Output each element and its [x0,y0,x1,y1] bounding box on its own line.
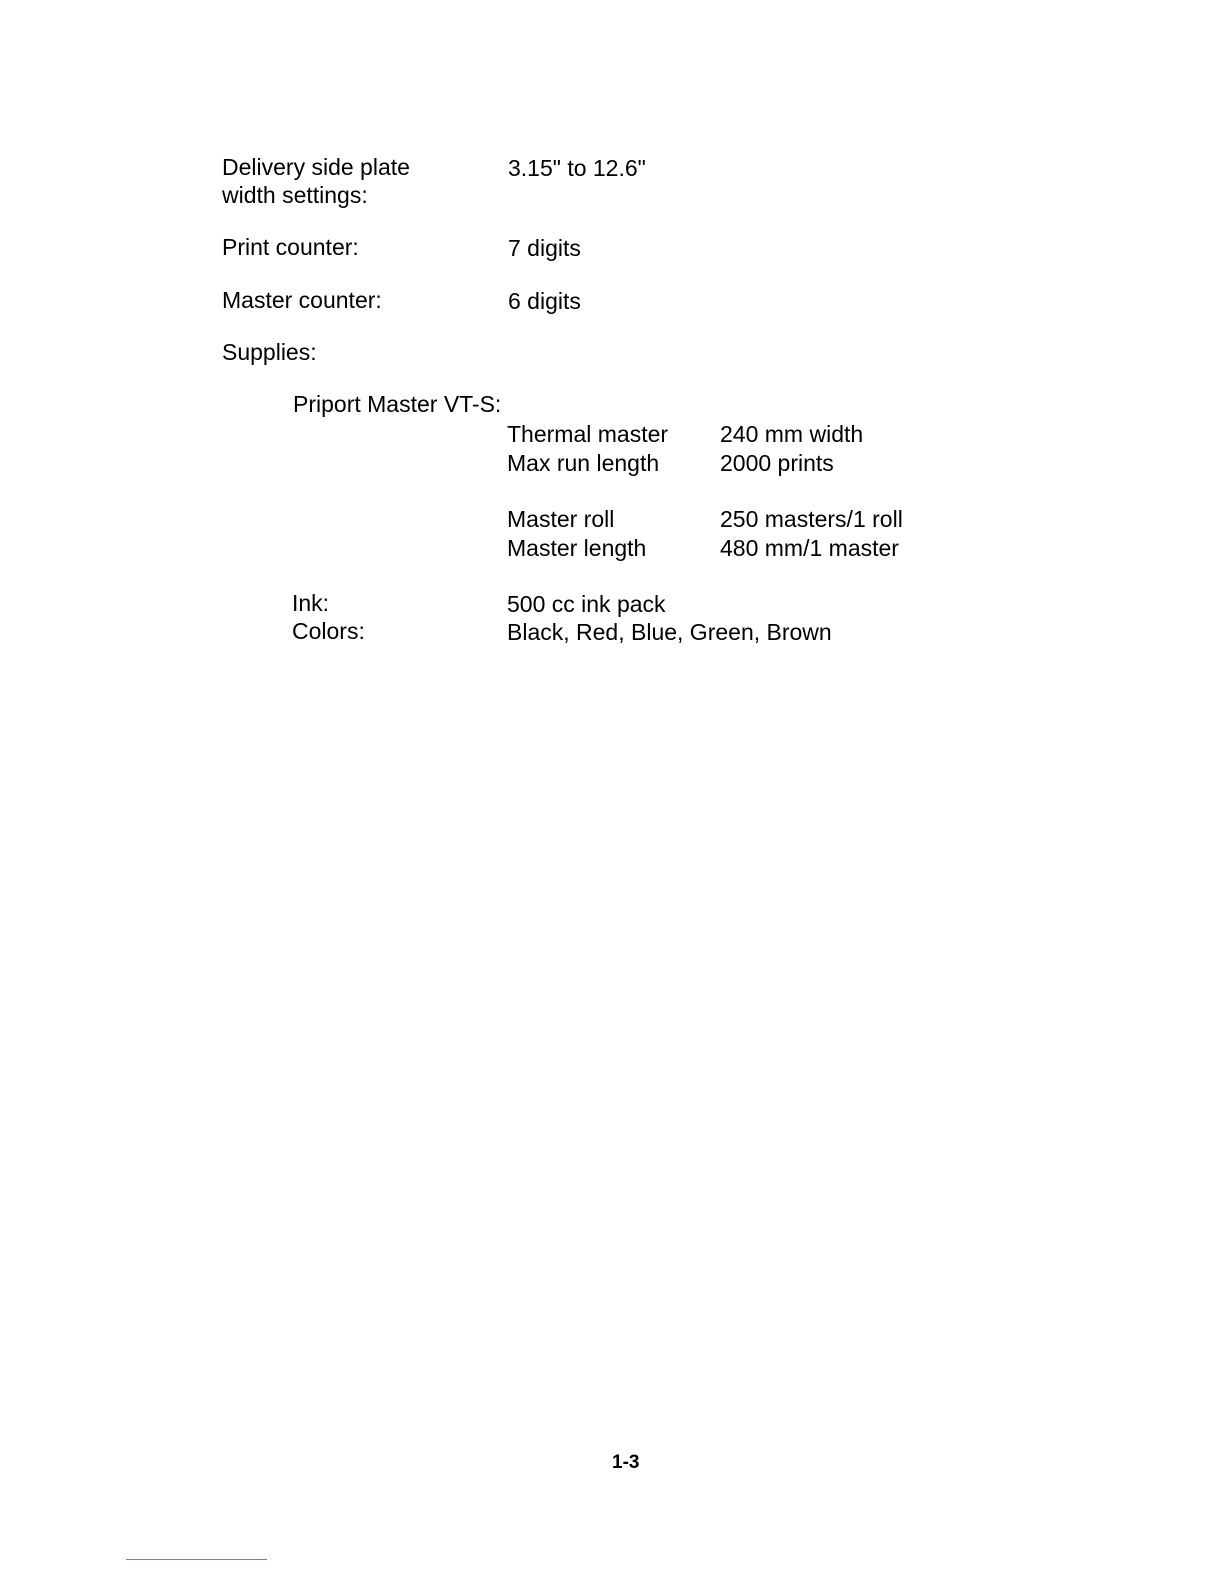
page-number: 1-3 [612,1452,640,1473]
delivery-label-line2: width settings: [222,182,368,208]
master-counter-value: 6 digits [508,288,581,314]
print-counter-value: 7 digits [508,235,581,261]
ink-label: Ink: [292,590,330,616]
max-run-length-label: Max run length [507,450,660,476]
thermal-master-label: Thermal master [507,421,669,447]
ink-value: 500 cc ink pack [507,591,666,617]
master-roll-label: Master roll [507,506,615,532]
master-counter-label: Master counter: [222,287,382,313]
max-run-length-value: 2000 prints [720,450,834,476]
footer-rule [126,1559,267,1560]
master-roll-value: 250 masters/1 roll [720,506,903,532]
print-counter-label: Print counter: [222,234,359,260]
colors-label: Colors: [292,618,365,644]
master-length-label: Master length [507,535,647,561]
thermal-master-value: 240 mm width [720,421,864,447]
colors-value: Black, Red, Blue, Green, Brown [507,619,832,645]
delivery-label-line1: Delivery side plate [222,154,410,180]
master-length-value: 480 mm/1 master [720,535,899,561]
priport-label: Priport Master VT-S: [293,391,502,417]
supplies-heading: Supplies: [222,339,317,365]
delivery-value: 3.15" to 12.6" [508,155,646,181]
